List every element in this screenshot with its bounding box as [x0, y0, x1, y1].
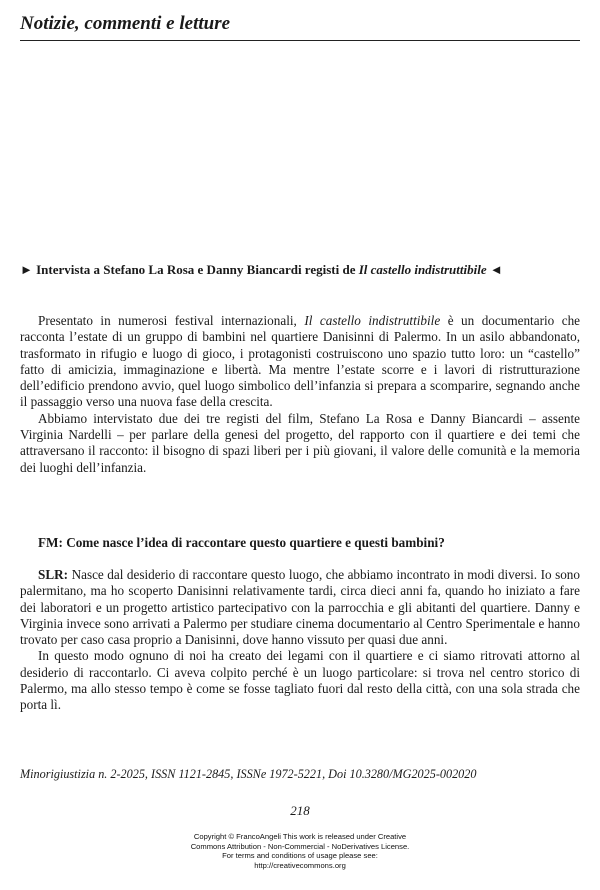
triangle-right-icon: ► — [20, 262, 33, 277]
interview-question: FM: Come nasce l’idea di raccontare questo quartiere e questi bambini? — [38, 535, 445, 550]
interview-title-text: Intervista a Stefano La Rosa e Danny Biancardi registi de — [36, 262, 356, 277]
interview-title — [20, 262, 580, 278]
answer-paragraph-2: In questo modo ognuno di noi ha creato dei legami con il quartiere e ci siamo ritrovati attorno al desiderio di raccontarlo. Ci aveva colpito perché è un luogo particolare: si trova nel centro storico di Palermo, ma allo stesso tempo è come se fosse tagliato fuori dal resto della città, con una sola strada che porta lì. — [20, 648, 580, 713]
page-number: 218 — [290, 803, 310, 818]
film-title-inline: Il castello indistruttibile — [304, 313, 441, 328]
citation: Minorigiustizia n. 2-2025, ISSN 1121-2845, ISSNe 1972-5221, Doi 10.3280/MG2025-002020 — [20, 767, 477, 781]
running-head: Notizie, commenti e letture — [20, 12, 580, 41]
intro-paragraph-1: Presentato in numerosi festival internazionali, Il castello indistruttibile è un documentario che racconta l’estate di un gruppo di bambini nel quartiere Danisinni di Palermo. In un asilo abbandonato, trasformato in rifugio e luogo di gioco, i protagonisti costruiscono uno spazio tutto loro: un “castello” fatto di amicizia, immaginazione e libertà. Ma mentre l’estate scorre e i lavori di ristrutturazione dell’edificio prendono avvio, quel luogo simbolico dell’infanzia si prepara a scomparire, segnando anche il passaggio verso una nuova fase della crescita. — [20, 313, 581, 410]
copyright-line-1: Copyright © FrancoAngeli This work is released under Creative — [193, 832, 407, 841]
copyright-line-3: For terms and conditions of usage please see: — [222, 851, 378, 861]
journal-page — [20, 0, 580, 890]
copyright-line-2: Commons Attribution - Non-Commercial - NoDerivatives License. — [190, 841, 410, 851]
intro-paragraph-2: Abbiamo intervistato due dei tre registi del film, Stefano La Rosa e Danny Biancardi – assente Virginia Nardelli – per parlare della genesi del progetto, del rapporto con il quartiere e dei temi che attraversano il racconto: il bisogno di spazi liberi per i più giovani, il valore delle comunità e la memoria dei luoghi dell’infanzia. — [20, 410, 580, 475]
film-title: Il castello indistruttibile — [358, 262, 487, 277]
answer-paragraph-1: SLR: Nasce dal desiderio di raccontare questo luogo, che abbiamo incontrato in modi diversi. Io sono palermitano, ma ho scoperto Danisinni relativamente tardi, circa dieci anni fa, quando ho iniziato a fare dei laboratori e un progetto artistico partecipativo con la parrocchia e gli abitanti del quartiere. Danny e Virginia invece sono arrivati a Palermo per studiare cinema documentario al Centro Sperimentale e hanno trovato per caso casa proprio a Danisinni, dove hanno vissuto per quasi due anni. — [20, 567, 580, 648]
triangle-left-icon: ◄ — [489, 262, 503, 277]
answer-section — [20, 567, 580, 714]
copyright-notice — [20, 832, 580, 870]
interview-title-line — [20, 262, 580, 278]
copyright-link[interactable]: http://creativecommons.org — [254, 860, 346, 870]
speaker-label: SLR: — [38, 567, 69, 582]
intro-section — [20, 313, 580, 476]
